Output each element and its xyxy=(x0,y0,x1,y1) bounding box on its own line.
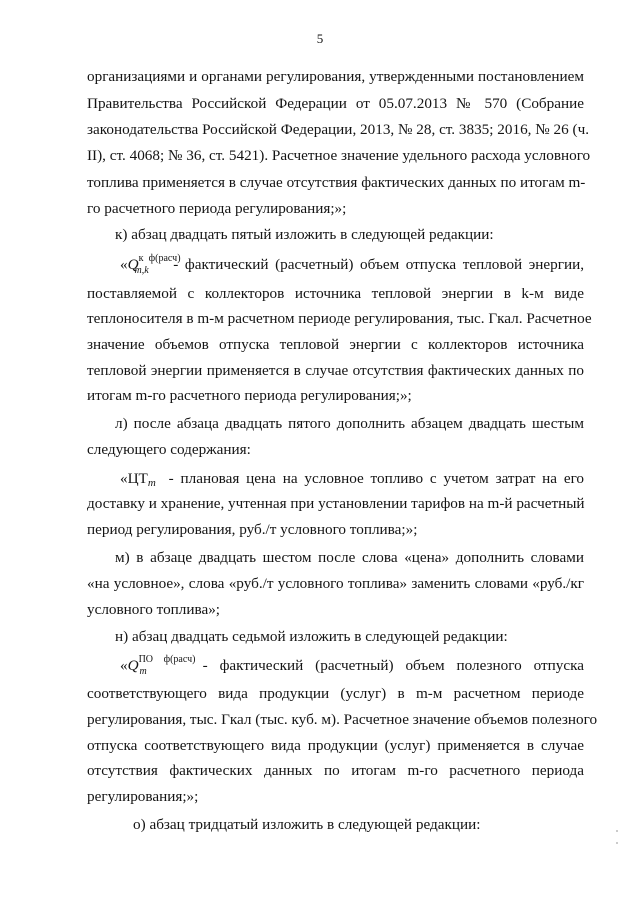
text-line: итогам m-го расчетного периода регулирования;»; xyxy=(87,387,412,404)
formula-q-kf: «$Q^{к ф(расч)}_{m,k}$ xyxy=(120,253,181,276)
formula-line xyxy=(120,469,584,490)
text-line: го расчетного периода регулирования;»; xyxy=(87,200,347,217)
formula-description: - плановая цена на условное топливо с учетом затрат на его xyxy=(168,470,585,487)
text-line: организациями и органами регулирования, утвержденными постановлением xyxy=(87,68,584,85)
paragraph-lead: о) абзац тридцатый изложить в следующей редакции: xyxy=(133,816,481,833)
text-line: поставляемой с коллекторов источника тепловой энергии в k-м виде xyxy=(87,285,584,302)
text-line: теплоносителя в m-м расчетном периоде регулирования, тыс. Гкал. Расчетное xyxy=(87,310,592,327)
paragraph-lead: н) абзац двадцать седьмой изложить в следующей редакции: xyxy=(115,628,508,645)
scan-speck xyxy=(616,830,618,832)
text-line: период регулирования, руб./т условного топлива;»; xyxy=(87,521,418,538)
text-line: Правительства Российской Федерации от 05.07.2013 № 570 (Собрание xyxy=(87,95,584,112)
text-line: отсутствия фактических данных по итогам m-го расчетного периода xyxy=(87,762,584,779)
text-line: доставку и хранение, учтенная при установлении тарифов на m-й расчетный xyxy=(87,495,585,512)
paragraph-lead: м) в абзаце двадцать шестом после слова «цена» дополнить словами xyxy=(115,549,584,566)
paragraph-lead: к) абзац двадцать пятый изложить в следующей редакции: xyxy=(115,226,494,243)
text-line: условного топлива»; xyxy=(87,601,221,618)
paragraph-lead: л) после абзаца двадцать пятого дополнить абзацем двадцать шестым xyxy=(115,415,584,432)
text-line: регулирования;»; xyxy=(87,788,199,805)
formula-line xyxy=(120,255,584,276)
text-line: II), ст. 4068; № 36, ст. 5421). Расчетное значение удельного расхода условного xyxy=(87,147,591,164)
text-line: значение объемов отпуска тепловой энергии с коллекторов источника xyxy=(87,336,584,353)
page-number: 5 xyxy=(316,31,324,46)
text-line: топлива применяется в случае отсутствия фактических данных по итогам m- xyxy=(87,174,586,191)
text-line: тепловой энергии применяется в случае отсутствия фактических данных по xyxy=(87,362,584,379)
formula-line xyxy=(120,656,584,677)
text-line: «на условное», слова «руб./т условного топлива» заменить словами «руб./кг xyxy=(87,575,584,592)
formula-q-po: «$Q^{ПО ф(расч)}_m$ xyxy=(120,654,196,677)
formula-description: - фактический (расчетный) объем отпуска тепловой энергии, xyxy=(173,256,584,273)
text-line: регулирования, тыс. Гкал (тыс. куб. м). Расчетное значение объемов полезного xyxy=(87,711,598,728)
scan-speck xyxy=(616,842,618,844)
formula-description: - фактический (расчетный) объем полезного отпуска xyxy=(202,657,584,674)
text-line: законодательства Российской Федерации, 2013, № 28, ст. 3835; 2016, № 26 (ч. xyxy=(87,121,590,138)
text-line: следующего содержания: xyxy=(87,441,251,458)
formula-ct: «ЦТm xyxy=(120,470,156,489)
text-line: соответствующего вида продукции (услуг) в m-м расчетном периоде xyxy=(87,685,584,702)
text-line: отпуска соответствующего вида продукции (услуг) применяется в случае xyxy=(87,737,584,754)
